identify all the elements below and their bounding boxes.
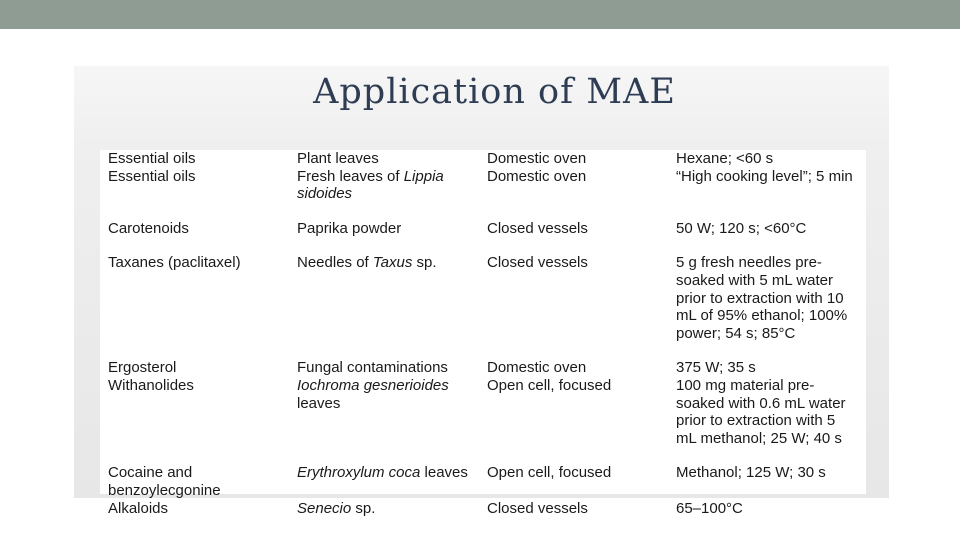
table-body	[108, 150, 856, 517]
top-accent-bar	[0, 0, 960, 29]
table-row	[108, 150, 856, 168]
matrix-italic-text: Taxus	[372, 254, 413, 272]
system-cell: Domestic oven	[487, 359, 587, 377]
compound-cell: Essential oils	[108, 150, 196, 167]
matrix-text: leaves	[297, 394, 341, 412]
table-row	[108, 359, 856, 377]
system-cell: Closed vessels	[487, 254, 588, 272]
matrix-text: Fresh leaves of	[297, 167, 404, 185]
system-cell: Closed vessels	[487, 219, 588, 237]
table-panel	[100, 150, 866, 517]
matrix-text: leaves	[420, 464, 468, 482]
conditions-cell: 100 mg material pre-soaked with 0.6 mL water prior to extraction with 5 mL methanol; 25 W; 40 s	[676, 376, 846, 447]
compound-cell: Taxanes (paclitaxel)	[108, 254, 241, 272]
conditions-cell: Methanol; 125 W; 30 s	[676, 464, 826, 482]
table-row	[108, 500, 856, 518]
matrix-cell	[297, 168, 487, 220]
conditions-cell: 375 W; 35 s	[676, 359, 756, 377]
compound-cell: Ergosterol	[108, 359, 177, 377]
matrix-text: Paprika powder	[297, 219, 402, 237]
matrix-italic-text: Senecio	[297, 499, 352, 517]
table-row	[108, 220, 856, 255]
system-cell: Domestic oven	[487, 167, 587, 185]
slide-image	[74, 66, 889, 517]
compound-cell: Withanolides	[108, 376, 194, 394]
mae-applications-table	[108, 150, 856, 517]
table-row	[108, 377, 856, 464]
matrix-cell	[297, 254, 487, 359]
matrix-text: sp.	[351, 499, 376, 517]
matrix-text: Needles of	[297, 254, 373, 272]
matrix-italic-text: Lippia sidoides	[297, 167, 444, 203]
matrix-italic-text: Erythroxylum coca	[297, 464, 421, 482]
matrix-text: Plant leaves	[297, 150, 379, 167]
conditions-cell: 5 g fresh needles pre-soaked with 5 mL water prior to extraction with 10 mL of 95% ethanol; 100% power; 54 s; 85°C	[676, 254, 848, 342]
slide-title: Application of MAE	[313, 72, 676, 112]
table-row	[108, 168, 856, 220]
compound-cell: Alkaloids	[108, 499, 169, 517]
table-row	[108, 464, 856, 499]
conditions-cell: 50 W; 120 s; <60°C	[676, 219, 807, 237]
compound-cell: Essential oils	[108, 167, 196, 185]
system-cell: Open cell, focused	[487, 376, 612, 394]
conditions-cell: Hexane; <60 s	[676, 150, 774, 167]
matrix-cell	[297, 500, 487, 518]
conditions-cell: “High cooking level”; 5 min	[676, 167, 853, 185]
system-cell: Domestic oven	[487, 150, 587, 167]
matrix-text: sp.	[412, 254, 437, 272]
compound-cell: Cocaine and benzoylecgonine	[108, 464, 221, 499]
matrix-cell	[297, 220, 487, 255]
matrix-cell	[297, 150, 487, 168]
matrix-cell	[297, 464, 487, 499]
system-cell: Closed vessels	[487, 499, 588, 517]
conditions-cell: 65–100°C	[676, 499, 743, 517]
matrix-text: Fungal contaminations	[297, 359, 448, 377]
system-cell: Open cell, focused	[487, 464, 612, 482]
matrix-cell	[297, 377, 487, 464]
matrix-cell	[297, 359, 487, 377]
compound-cell: Carotenoids	[108, 219, 189, 237]
table-row	[108, 254, 856, 359]
matrix-italic-text: Iochroma gesnerioides	[297, 376, 449, 394]
